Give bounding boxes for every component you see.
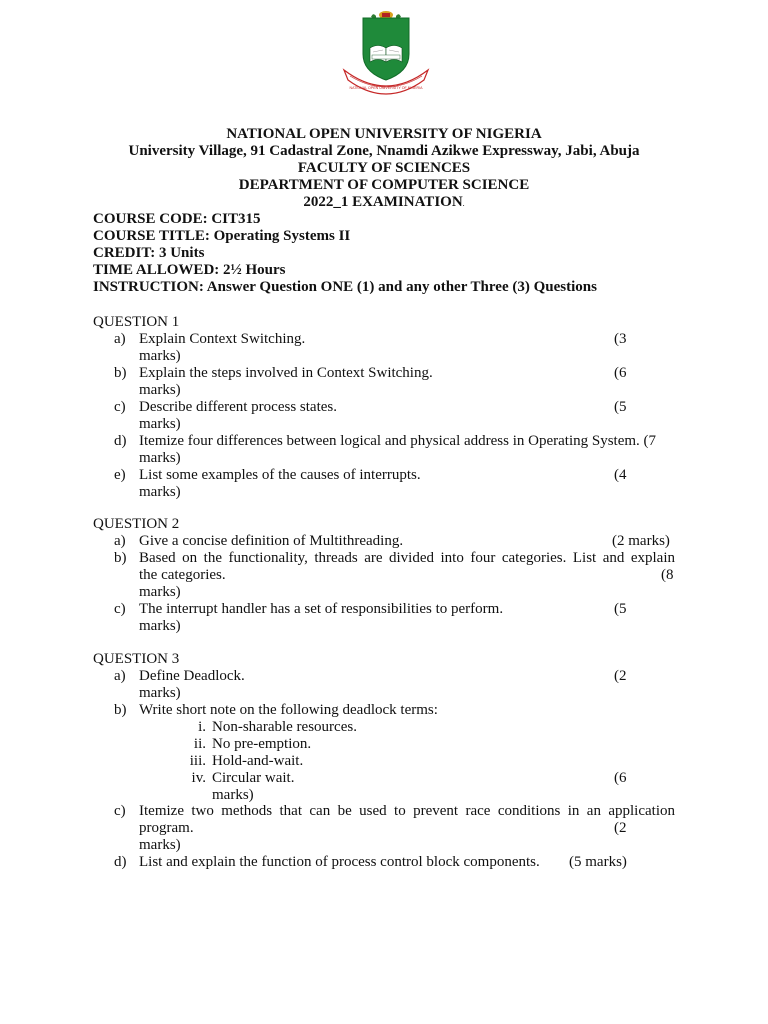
question-1-title: QUESTION 1	[93, 314, 180, 330]
item-label: a)	[114, 533, 126, 549]
item-text: Based on the functionality, threads are divided into four categories. List and explain	[139, 550, 675, 566]
item-label: c)	[114, 399, 126, 415]
item-label: a)	[114, 668, 126, 684]
subitem-text: Circular wait.	[212, 770, 295, 786]
q2-item-b-marks-cont: marks)	[139, 584, 181, 600]
item-text: List some examples of the causes of interrupts.	[139, 467, 421, 483]
logo-seal-text: NATIONAL OPEN UNIVERSITY OF NIGERIA	[349, 86, 423, 90]
instruction: INSTRUCTION: Answer Question ONE (1) and any other Three (3) Questions	[93, 279, 597, 295]
open-book-icon	[370, 46, 402, 63]
item-label: e)	[114, 467, 126, 483]
item-text: Itemize four differences between logical and physical address in Operating System. (7	[139, 433, 657, 449]
q2-item-c-marks-cont: marks)	[139, 618, 181, 634]
subitem-marks: (6	[614, 770, 627, 786]
department-name: DEPARTMENT OF COMPUTER SCIENCE	[238, 177, 530, 193]
subitem-label: i.	[198, 719, 206, 735]
item-marks: (8	[661, 567, 674, 583]
item-label: d)	[114, 433, 127, 449]
exam-title-text: 2022_1 EXAMINATION	[303, 194, 463, 210]
item-marks: (2	[614, 820, 627, 836]
item-marks: (6	[614, 365, 627, 381]
item-text: The interrupt handler has a set of responsibilities to perform.	[139, 601, 504, 617]
q1-item-a-marks-cont: marks)	[139, 348, 181, 364]
item-label: b)	[114, 702, 127, 718]
time-allowed: TIME ALLOWED: 2½ Hours	[93, 262, 286, 278]
university-name: NATIONAL OPEN UNIVERSITY OF NIGERIA	[226, 126, 542, 142]
item-label: c)	[114, 601, 126, 617]
university-logo	[340, 10, 432, 96]
item-text: Explain the steps involved in Context Switching.	[139, 365, 433, 381]
item-text: Itemize two methods that can be used to prevent race conditions in an application	[139, 803, 675, 819]
q3-item-a-marks-cont: marks)	[139, 685, 181, 701]
q1-item-d-marks-cont: marks)	[139, 450, 181, 466]
university-address: University Village, 91 Cadastral Zone, Nnamdi Azikwe Expressway, Jabi, Abuja	[128, 143, 640, 159]
item-label: c)	[114, 803, 126, 819]
q3-item-c-marks-cont: marks)	[139, 837, 181, 853]
subitem-label: iii.	[189, 753, 206, 769]
q3-subitem-iv-marks-cont: marks)	[212, 787, 254, 803]
q1-item-e-marks-cont: marks)	[139, 484, 181, 500]
item-marks: (2	[614, 668, 627, 684]
question-2-title: QUESTION 2	[93, 516, 180, 532]
subitem-text: No pre-emption.	[212, 736, 312, 752]
item-marks: (5	[614, 601, 627, 617]
subitem-label: ii.	[193, 736, 206, 752]
item-marks: (3	[614, 331, 627, 347]
item-text: List and explain the function of process control block components.	[139, 854, 540, 870]
item-text-cont: the categories.	[139, 567, 226, 583]
item-text-cont: program.	[139, 820, 194, 836]
item-label: b)	[114, 550, 127, 566]
question-3-title: QUESTION 3	[93, 651, 180, 667]
item-label: b)	[114, 365, 127, 381]
exam-title	[0, 194, 768, 212]
item-text: Describe different process states.	[139, 399, 337, 415]
item-marks: (5 marks)	[569, 854, 627, 870]
item-label: a)	[114, 331, 126, 347]
item-text: Give a concise definition of Multithreading.	[139, 533, 404, 549]
q1-item-c-marks-cont: marks)	[139, 416, 181, 432]
q1-item-b-marks-cont: marks)	[139, 382, 181, 398]
item-text: Explain Context Switching.	[139, 331, 306, 347]
course-title: COURSE TITLE: Operating Systems II	[93, 228, 351, 244]
subitem-text: Non-sharable resources.	[212, 719, 357, 735]
item-text: Write short note on the following deadlock terms:	[139, 702, 438, 718]
item-marks: (5	[614, 399, 627, 415]
item-marks: (2 marks)	[612, 533, 670, 549]
subitem-label: iv.	[191, 770, 206, 786]
exam-title-suffix: .	[462, 199, 465, 208]
item-text: Define Deadlock.	[139, 668, 245, 684]
item-label: d)	[114, 854, 127, 870]
item-marks: (4	[614, 467, 627, 483]
course-code: COURSE CODE: CIT315	[93, 211, 261, 227]
subitem-text: Hold-and-wait.	[212, 753, 304, 769]
course-credit: CREDIT: 3 Units	[93, 245, 205, 261]
faculty-name: FACULTY OF SCIENCES	[297, 160, 471, 176]
